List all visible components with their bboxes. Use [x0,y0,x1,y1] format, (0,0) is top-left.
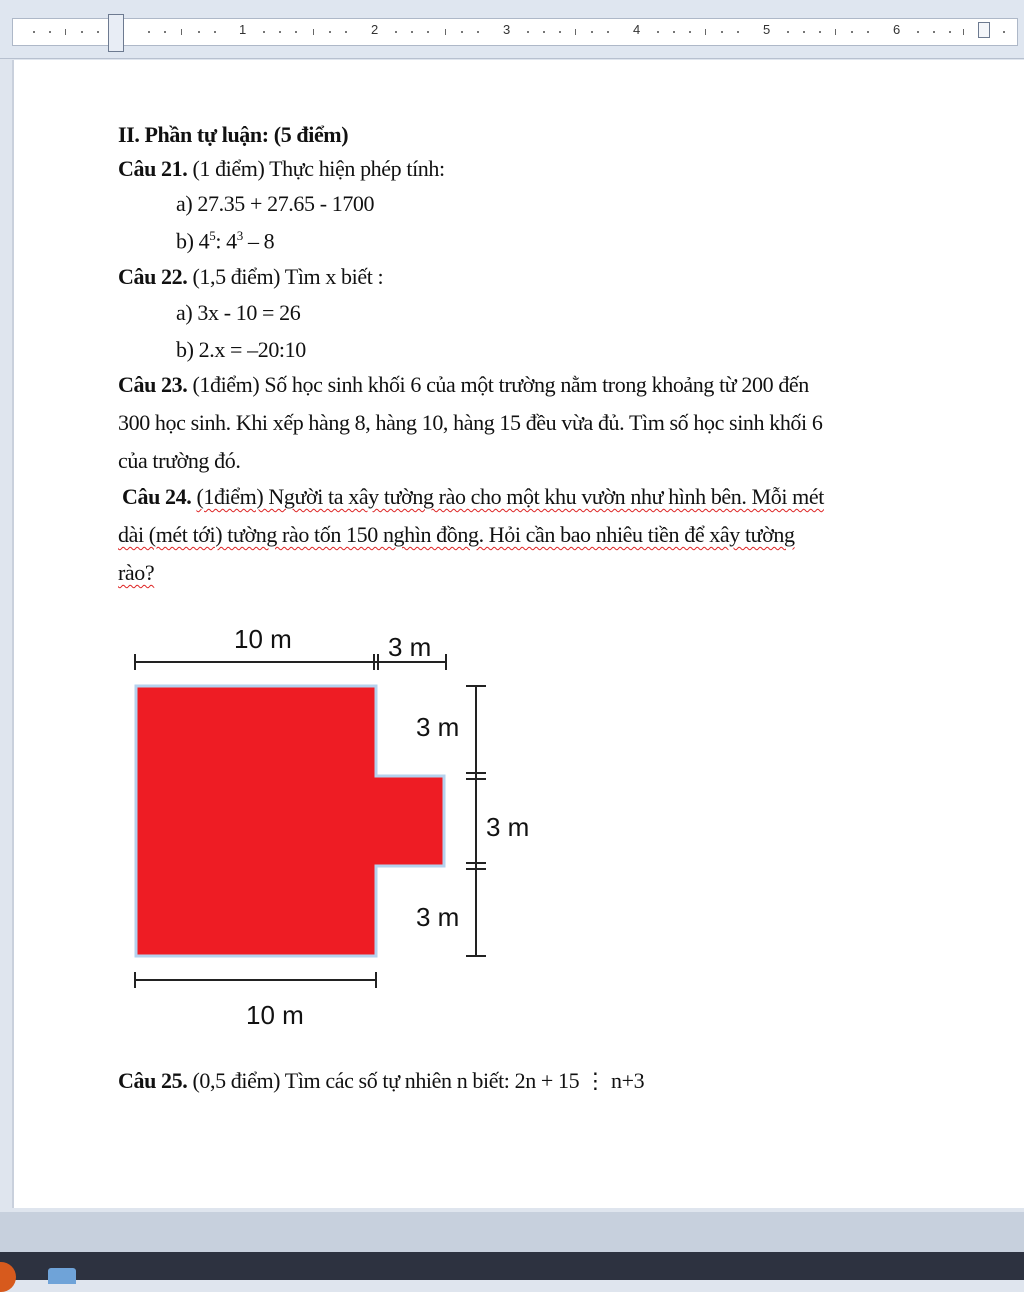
ruler-dot [345,31,347,33]
ruler-tick [65,29,66,35]
ruler-dot [543,31,545,33]
q21-part-a: a) 27.35 + 27.65 - 1700 [176,191,375,216]
ruler-dot [1003,31,1005,33]
ruler-dot [527,31,529,33]
ruler-dot [657,31,659,33]
question-text-line1: (1điểm) Số học sinh khối 6 của một trường nằm trong khoảng từ 200 đến [192,372,809,397]
right-upper-label: 3 m [416,712,460,742]
ruler-dot [851,31,853,33]
ruler-dot [721,31,723,33]
question-text: (1,5 điểm) Tìm x biết : [192,264,384,289]
ruler-dot [607,31,609,33]
ruler-dot [559,31,561,33]
ruler-dot [81,31,83,33]
question-23-line2: 300 học sinh. Khi xếp hàng 8, hàng 10, hàng 15 đều vừa đủ. Tìm số học sinh khối 6 [118,410,823,435]
ruler-dot [949,31,951,33]
ruler-number: 3 [503,22,511,37]
question-text-line1: (1điểm) Người ta xây tường rào cho một khu vườn như hình bên. Mỗi mét [196,484,824,509]
question-23-line3: của trường đó. [118,448,241,473]
ruler-dot [689,31,691,33]
ruler-dot [819,31,821,33]
ruler-dot [214,31,216,33]
ruler-dot [461,31,463,33]
garden-shape [136,686,444,956]
ruler-tick [705,29,706,35]
q22-part-a: a) 3x - 10 = 26 [176,300,301,325]
ruler-dot [673,31,675,33]
right-indent-marker[interactable] [978,22,990,38]
question-24-line2: dài (mét tới) tường rào tốn 150 nghìn đồng. Hỏi cần bao nhiêu tiền để xây tường [118,522,795,547]
question-label: Câu 23. [118,372,188,397]
ruler-dot [477,31,479,33]
taskbar-app-icon[interactable] [48,1268,76,1284]
ruler-tick [445,29,446,35]
garden-figure [14,60,1024,1208]
ruler-tick [575,29,576,35]
ruler-dot [787,31,789,33]
ruler-dot [395,31,397,33]
ruler[interactable] [0,0,1024,59]
question-label: Câu 24. [122,484,192,509]
ruler-dot [279,31,281,33]
ruler-number: 5 [763,22,771,37]
question-text: (1 điểm) Thực hiện phép tính: [192,156,445,181]
section-title: II. Phần tự luận: (5 điểm) [118,122,349,147]
q22-part-b: b) 2.x = –20:10 [176,337,306,362]
ruler-dot [591,31,593,33]
ruler-tick [313,29,314,35]
question-label: Câu 22. [118,264,188,289]
ruler-number: 4 [633,22,641,37]
ruler-dot [411,31,413,33]
ruler-dot [867,31,869,33]
q21-b-exponent-2: 3 [236,228,243,243]
q21-b-exponent-1: 5 [209,228,216,243]
ruler-dot [198,31,200,33]
question-24-line3: rào? [118,560,155,585]
ruler-dot [329,31,331,33]
ruler-number: 2 [371,22,379,37]
question-text: (0,5 điểm) Tìm các số tự nhiên n biết: 2n + 15 ⋮ n+3 [192,1068,645,1093]
ruler-dot [737,31,739,33]
ruler-tick [835,29,836,35]
ruler-dot [164,31,166,33]
question-label: Câu 25. [118,1068,188,1093]
ruler-dot [917,31,919,33]
top-extension-label: 3 m [388,632,432,662]
ruler-dot [97,31,99,33]
ruler-strip [12,18,1018,46]
q21-b-suffix: – 8 [242,228,275,254]
ruler-dot [49,31,51,33]
right-middle-label: 3 m [486,812,530,842]
top-width-label: 10 m [234,624,292,654]
ruler-dot [427,31,429,33]
right-lower-label: 3 m [416,902,460,932]
ruler-tick [963,29,964,35]
document-page[interactable] [14,60,1024,1208]
q21-b-divisor: : 4 [215,228,237,254]
ruler-dot [33,31,35,33]
question-label: Câu 21. [118,156,188,181]
taskbar [0,1252,1024,1280]
ruler-number: 1 [239,22,247,37]
ruler-dot [295,31,297,33]
indent-marker[interactable] [108,14,124,52]
ruler-dot [933,31,935,33]
ruler-dot [148,31,150,33]
q21-b-base: b) 4 [176,228,210,254]
bottom-width-label: 10 m [246,1000,304,1030]
ruler-dot [263,31,265,33]
ruler-dot [803,31,805,33]
ruler-tick [181,29,182,35]
ruler-number: 6 [893,22,901,37]
